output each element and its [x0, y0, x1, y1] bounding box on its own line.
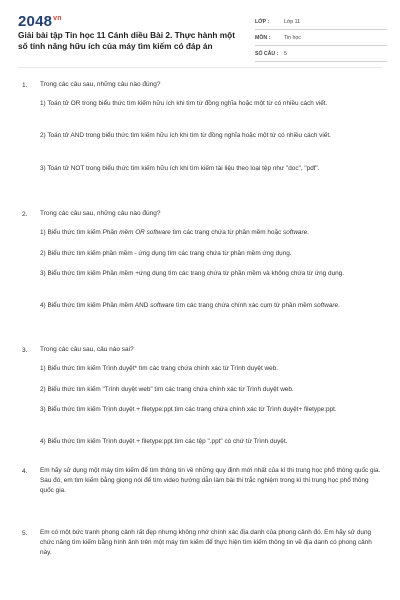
- meta-value: Tin học: [284, 34, 301, 41]
- option-4: 4) Biểu thức tìm kiếm Trình duyệt + filetype:ppt tìm các tệp ".ppt" có chứ từ Trình duyệt.: [40, 438, 288, 445]
- question-number: 2.: [22, 211, 28, 218]
- option-1: [40, 228, 380, 238]
- option-2: 2) Toán tử AND trong biểu thức tìm kiếm hữu ích khi tìm từ đồng nghĩa hoặc một từ có nhiều cách viết.: [40, 132, 331, 139]
- question-number: 4.: [22, 468, 28, 475]
- meta-row-subject: [255, 30, 387, 46]
- option-emphasis: software: [283, 229, 308, 236]
- header-divider: [18, 67, 382, 68]
- meta-label: MÔN :: [255, 34, 271, 41]
- option-1: 1) Toán tử OR trong biểu thức tìm kiếm hữu ích khi tìm từ đồng nghĩa hoặc một từ có nhiều cách viết.: [40, 100, 328, 107]
- option-text: tìm các trang chứa chính xác cụm từ phần mềm: [174, 302, 314, 309]
- meta-label: SỐ CÂU :: [255, 50, 279, 57]
- option-3: 3) Biểu thức tìm kiếm Trình duyệt + filetype:ppt tìm các trang chứa chính xác từ Trình duyệt+ filetype:ppt.: [40, 406, 337, 413]
- option-2: 2) Biểu thức tìm kiếm "Trình duyệt web" tìm các trang chứa chính xác từ Trình duyệt web.: [40, 386, 294, 393]
- logo-suffix: vn: [53, 15, 62, 22]
- question-number: 5.: [22, 530, 28, 537]
- question-text: Trong các câu sau, những câu nào đúng?: [40, 210, 161, 217]
- option-text: 4) Biểu thức tìm kiếm Phần mềm AND: [40, 302, 151, 309]
- meta-row-count: [255, 46, 387, 62]
- question-text: Em hãy sử dụng một máy tìm kiếm để tìm thông tin về những quy định mới nhất của kì thi trung học phổ thông quốc gia. Sau đó, em tìm kiếm bằng giọng nói để tìm video hướng dẫn làm bài thi trắc nghiệm trong kì thi trung học phổ thông quốc gia.: [40, 467, 381, 494]
- option-text: 3) Biểu thức tìm kiếm Phần mềm +ứng dụng tìm các trang chứa từ phần mềm và không chứa từ ứng dụng.: [40, 270, 345, 277]
- option-1: 1) Biểu thức tìm kiếm Trình duyệt* tìm các trang chứa chính xác từ Trình duyệt web.: [40, 365, 279, 372]
- question-number: 1.: [22, 82, 28, 89]
- option-emphasis: software: [313, 302, 339, 309]
- option-2: [40, 249, 380, 259]
- question-text: Em có một bức tranh phong cảnh rất đẹp nhưng không nhớ chính xác địa danh của phong cảnh đó. Em hãy sử dụng chức năng tìm kiếm bằng hình ảnh trên một máy tìm kiếm để thực hiện tìm kiếm thông tin về địa danh có phong cảnh này.: [40, 529, 372, 556]
- meta-row-class: [255, 14, 387, 30]
- question-text: Trong các câu sau, những câu nào đúng?: [40, 81, 161, 88]
- page-header: [0, 0, 400, 66]
- option-text: tìm các trang chứa từ phần mềm hoặc: [170, 229, 284, 236]
- option-text: .: [307, 229, 309, 236]
- option-3: 3) Toán tử NOT trong biểu thức tìm kiếm hữu ích khi tìm kiếm tài liệu theo loại tệp như "doc", "pdf".: [40, 165, 320, 172]
- option-emphasis: Phần mềm OR software: [102, 229, 171, 236]
- option-3: [40, 269, 380, 279]
- option-text: 2) Biểu thức tìm kiếm phần mềm - ứng dụng tìm các trang chứa từ phần mềm ứng dụng.: [40, 250, 292, 257]
- question-number: 3.: [22, 347, 28, 354]
- option-text: 1) Biểu thức tìm kiếm: [40, 229, 103, 236]
- logo-number: 2048: [18, 13, 53, 30]
- meta-value: Lớp 11: [284, 18, 300, 25]
- option-text: .: [338, 302, 340, 309]
- meta-value: 5: [284, 50, 287, 57]
- meta-label: LỚP :: [255, 18, 270, 25]
- option-emphasis: software: [150, 302, 175, 309]
- document-title: Giải bài tập Tin học 11 Cánh diều Bài 2. Thực hành một số tính năng hữu ích của máy tìm kiếm có đáp án: [18, 30, 235, 51]
- question-text: Trong các câu sau, câu nào sai?: [40, 346, 134, 353]
- meta-table: [255, 14, 387, 62]
- site-logo[interactable]: [18, 13, 62, 30]
- option-4: [40, 301, 380, 311]
